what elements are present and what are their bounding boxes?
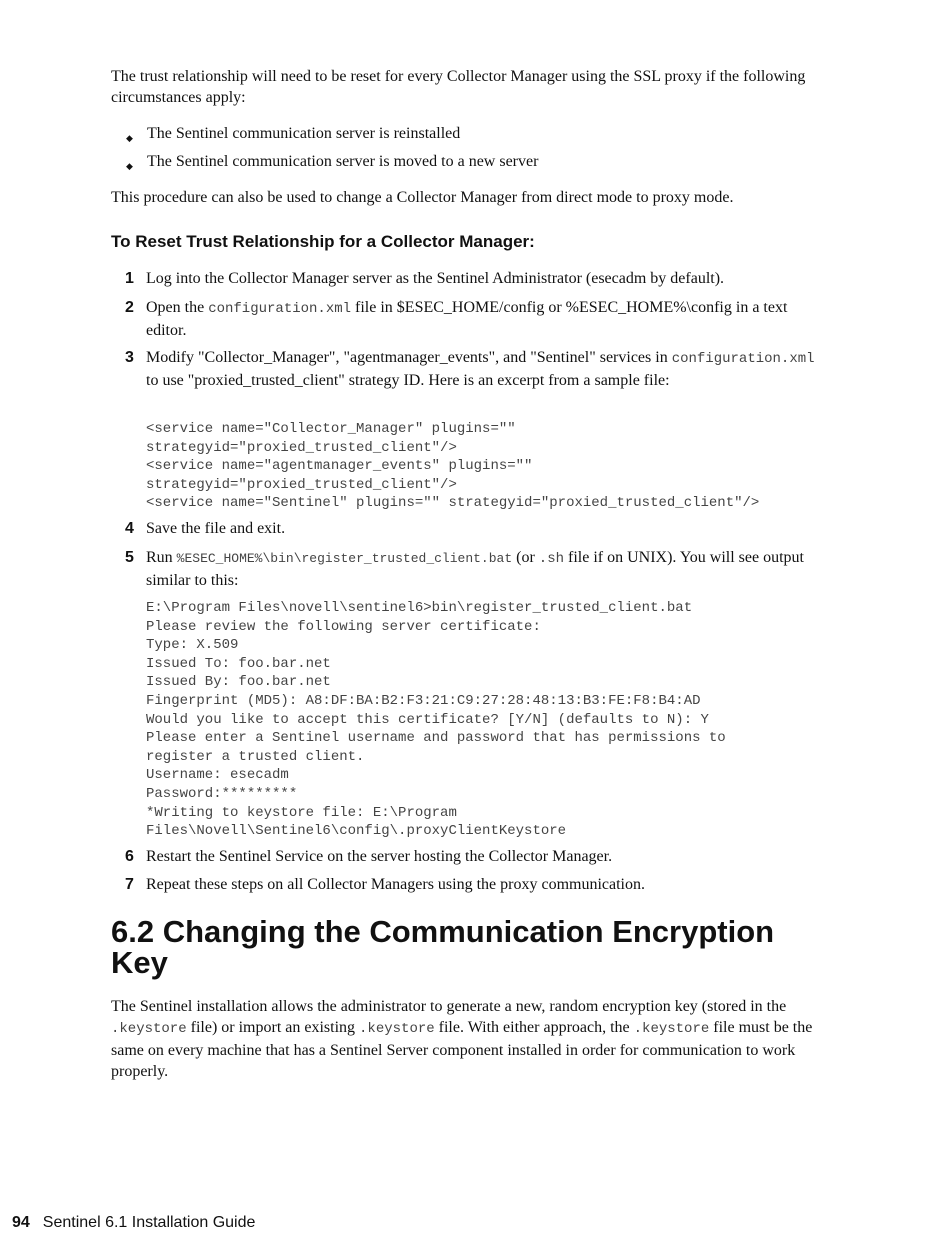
config-code-sample: <service name="Collector_Manager" plugins="" strategyid="proxied_trusted_client"/> <service name="agentmanager_events" plugins="" strategyid="proxied_trusted_client"/> <service name="Sentinel" plugins="" strategyid="proxied_trusted_client"/> — [146, 421, 760, 512]
section-paragraph: The Sentinel installation allows the administrator to generate a new, random encryption key (stored in the .keystore file) or import an existing .keystore file. With either approach, the .keystore file must be the same on every machine that has a Sentinel Server component installed in order for communication to work properly. — [111, 998, 813, 1080]
section-heading: 6.2 Changing the Communication Encryption Key — [111, 914, 775, 980]
step-text: Run %ESEC_HOME%\bin\register_trusted_client.bat (or .sh file if on UNIX). You will see output similar to this: — [146, 549, 804, 589]
step-text: Save the file and exit. — [146, 520, 286, 537]
list-item: ◆ The Sentinel communication server is moved to a new server — [126, 151, 826, 179]
step-text: Log into the Collector Manager server as the Sentinel Administrator (esecadm by default). — [146, 270, 725, 287]
step-number: 3 — [125, 349, 134, 366]
filename-code: configuration.xml — [208, 301, 352, 317]
keystore-code: .keystore — [633, 1021, 710, 1037]
page-number: 94 — [12, 1214, 30, 1231]
keystore-code: .keystore — [111, 1021, 187, 1037]
step-text: Open the configuration.xml file in $ESEC_HOME/config or %ESEC_HOME%\config in a text editor. — [146, 299, 788, 339]
step-number: 7 — [125, 876, 134, 893]
intro-paragraph: The trust relationship will need to be reset for every Collector Manager using the SSL proxy if the following circumstances apply: — [111, 68, 806, 106]
step-number: 5 — [125, 549, 134, 566]
page-footer — [12, 1214, 255, 1232]
guide-title: Sentinel 6.1 Installation Guide — [42, 1214, 256, 1231]
extension-code: .sh — [538, 551, 565, 567]
proxy-mode-paragraph: This procedure can also be used to change a Collector Manager from direct mode to proxy mode. — [111, 189, 734, 206]
step-text: Restart the Sentinel Service on the server hosting the Collector Manager. — [146, 848, 613, 865]
filename-code: configuration.xml — [671, 351, 815, 367]
step-number: 1 — [125, 270, 134, 287]
step-text: Modify "Collector_Manager", "agentmanager_events", and "Sentinel" services in configuration.xml to use "proxied_trusted_client" strategy ID. Here is an excerpt from a sample file: — [146, 349, 815, 389]
bullet-diamond-icon: ◆ — [126, 133, 133, 143]
keystore-code: .keystore — [359, 1021, 435, 1037]
step-text: Repeat these steps on all Collector Managers using the proxy communication. — [146, 876, 645, 893]
command-output-sample: E:\Program Files\novell\sentinel6>bin\register_trusted_client.bat Please review the following server certificate: Type: X.509 Issued To: foo.bar.net Issued By: foo.bar.net Fingerprint (MD5): A8:DF:BA:B2:F3:21:C9:27:28:48:13:B3:FE:F8:B4:AD Would you like to accept this certificate? [Y/N] (defaults to N): Y Please enter a Sentinel username and password that has permissions to register a trusted client. Username: esecadm Password:********* *Writing to keystore file: E:\Program Files\Novell\Sentinel6\config\.proxyClientKeystore — [146, 600, 726, 840]
list-item: ◆ The Sentinel communication server is reinstalled — [126, 123, 826, 151]
command-code: %ESEC_HOME%\bin\register_trusted_client.bat — [176, 551, 513, 566]
bullet-diamond-icon: ◆ — [126, 161, 133, 171]
step-number: 4 — [125, 520, 134, 537]
step-number: 6 — [125, 848, 134, 865]
procedure-heading: To Reset Trust Relationship for a Collector Manager: — [111, 232, 535, 251]
circumstances-list — [126, 123, 826, 179]
step-number: 2 — [125, 299, 134, 316]
